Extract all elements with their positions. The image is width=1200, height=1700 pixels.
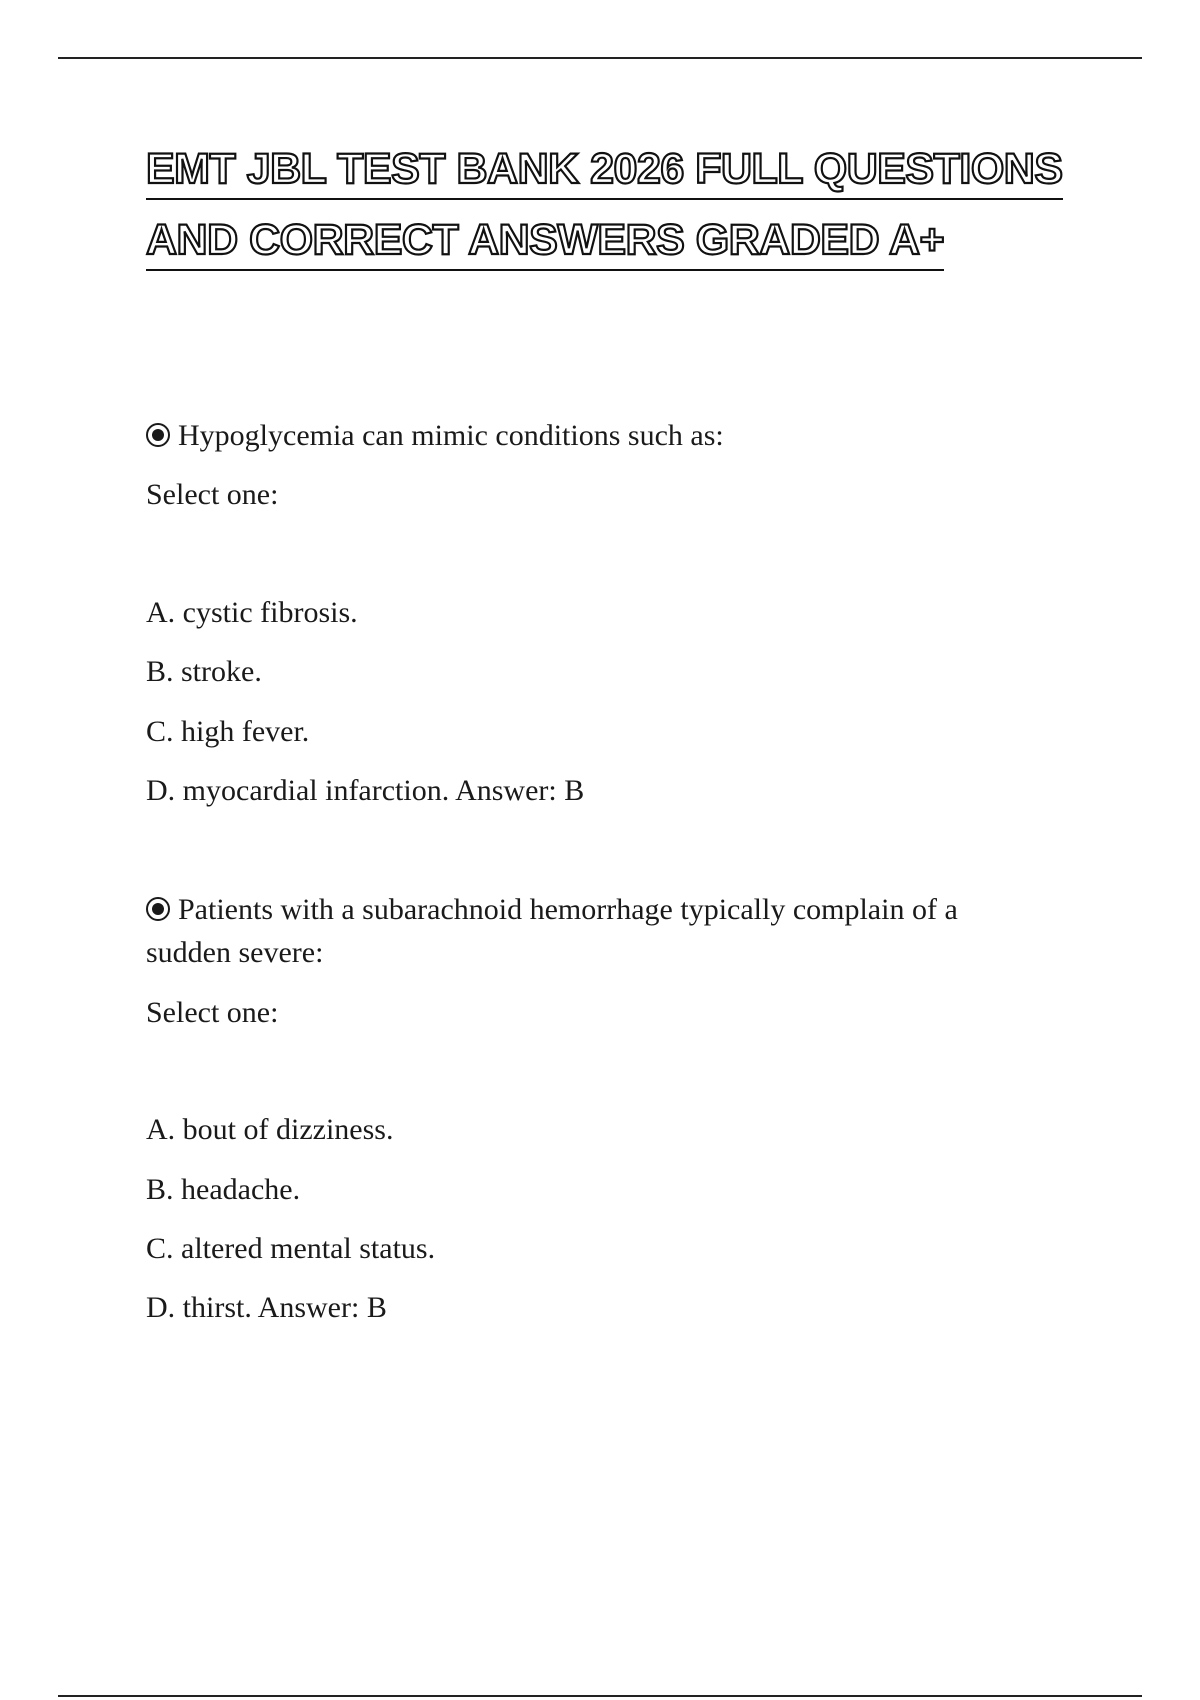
bottom-rule xyxy=(58,1695,1142,1697)
question-1-option-d: D. myocardial infarction. Answer: B xyxy=(146,774,585,807)
question-2 xyxy=(146,888,1046,974)
question-1 xyxy=(146,414,1046,457)
radio-bullet-icon xyxy=(146,423,170,447)
question-2-text: Patients with a subarachnoid hemorrhage typically complain of a sudden severe: xyxy=(146,893,958,969)
question-1-option-c: C. high fever. xyxy=(146,715,310,748)
question-2-option-b: B. headache. xyxy=(146,1173,301,1206)
title-line-1: EMT JBL TEST BANK 2026 FULL QUESTIONS xyxy=(146,140,1063,200)
question-1-instruction: Select one: xyxy=(146,478,279,511)
radio-bullet-icon xyxy=(146,897,170,921)
question-2-instruction: Select one: xyxy=(146,996,279,1029)
question-1-text: Hypoglycemia can mimic conditions such as: xyxy=(178,419,724,452)
document-title xyxy=(146,140,1063,282)
question-2-option-c: C. altered mental status. xyxy=(146,1232,436,1265)
top-rule xyxy=(58,57,1142,59)
question-1-option-b: B. stroke. xyxy=(146,655,262,688)
question-2-option-d: D. thirst. Answer: B xyxy=(146,1291,387,1324)
title-line-2: AND CORRECT ANSWERS GRADED A+ xyxy=(146,211,944,271)
question-1-option-a: A. cystic fibrosis. xyxy=(146,596,358,629)
question-2-option-a: A. bout of dizziness. xyxy=(146,1113,394,1146)
